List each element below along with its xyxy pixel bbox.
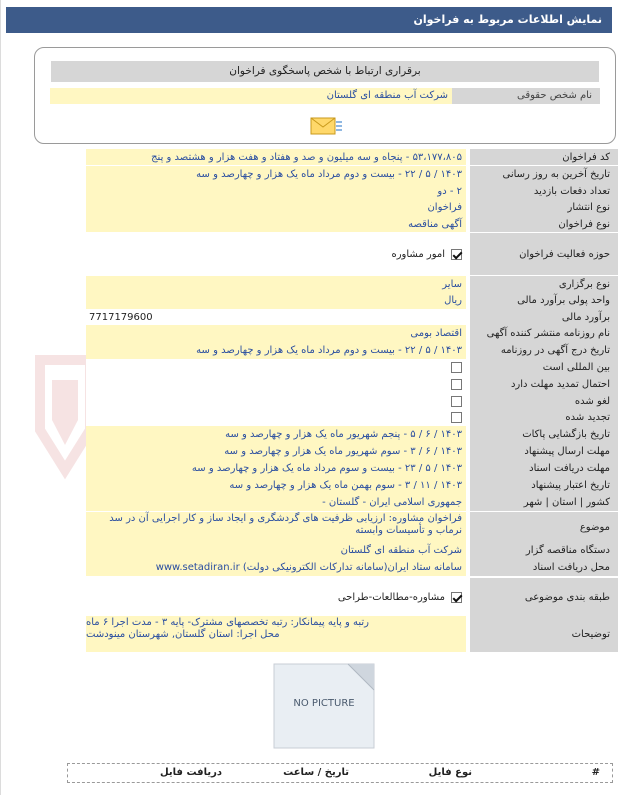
label-last-date: تاریخ آخرین به روز رسانی bbox=[470, 166, 618, 183]
label-subject: موضوع bbox=[470, 512, 618, 542]
label-open-date: تاریخ بازگشایی پاکات bbox=[470, 426, 618, 443]
label-notes: توضیحات bbox=[470, 616, 618, 652]
value-news-date: ۱۴۰۳ / ۵ / ۲۲ - بیست و دوم مرداد ماه یک هزار و چهارصد و سه bbox=[86, 342, 466, 359]
files-table-header bbox=[67, 763, 613, 783]
no-picture-image bbox=[268, 662, 382, 750]
label-activity: حوزه فعالیت فراخوان bbox=[470, 233, 618, 275]
contact-label: نام شخص حقوقی bbox=[452, 88, 600, 104]
value-doc-deadline: ۱۴۰۳ / ۵ / ۲۳ - بیست و سوم مرداد ماه یک هزار و چهارصد و سه bbox=[86, 460, 466, 477]
value-notes bbox=[86, 616, 466, 652]
extend-checkbox[interactable] bbox=[451, 379, 462, 390]
value-category: مشاوره-مطالعات-طراحی bbox=[337, 591, 445, 603]
label-estimate: برآورد مالی bbox=[470, 309, 618, 325]
label-visits: تعداد دفعات بازدید bbox=[470, 183, 618, 199]
label-location: کشور | استان | شهر bbox=[470, 494, 618, 511]
page-title: نمایش اطلاعات مربوط به فراخوان bbox=[6, 7, 612, 33]
label-newspaper: نام روزنامه منتشر کننده آگهی bbox=[470, 325, 618, 342]
label-code: کد فراخوان bbox=[470, 149, 618, 165]
value-currency: ریال bbox=[86, 292, 466, 309]
value-doc-place[interactable]: سامانه ستاد ایران(سامانه تدارکات الکترونیکی دولت) www.setadiran.ir bbox=[86, 559, 466, 576]
value-visits: ۲ - دو bbox=[86, 183, 466, 199]
label-organizer: دستگاه مناقصه گزار bbox=[470, 542, 618, 559]
value-location: جمهوری اسلامی ایران - گلستان - bbox=[86, 494, 466, 511]
renew-checkbox[interactable] bbox=[451, 412, 462, 423]
files-col-download: دریافت فایل bbox=[160, 767, 222, 778]
value-code: ۵۳،۱۷۷،۸۰۵ - پنجاه و سه میلیون و صد و هفتاد و هفت هزار و هشتصد و پنج bbox=[86, 149, 466, 165]
value-call-type: آگهی مناقصه bbox=[86, 216, 466, 232]
label-send-deadline: مهلت ارسال پیشنهاد bbox=[470, 443, 618, 460]
intl-checkbox[interactable] bbox=[451, 362, 462, 373]
value-validity: ۱۴۰۳ / ۱۱ / ۳ - سوم بهمن ماه یک هزار و چهارصد و سه bbox=[86, 477, 466, 494]
activity-checkbox[interactable] bbox=[451, 249, 462, 260]
files-col-num: # bbox=[591, 767, 600, 778]
value-subject: فراخوان مشاوره: ارزیابی ظرفیت های گردشگری و ایجاد ساز و کار اجرایی آن در سد نرماب و تأسیسات وابسته bbox=[86, 512, 466, 542]
label-doc-place: محل دریافت اسناد bbox=[470, 559, 618, 576]
value-estimate: 7717179600 bbox=[86, 309, 466, 325]
label-category: طبقه بندی موضوعی bbox=[470, 578, 618, 616]
files-col-type: نوع فایل bbox=[428, 767, 472, 778]
files-col-date: تاریخ / ساعت bbox=[283, 767, 349, 778]
value-activity: امور مشاوره bbox=[391, 248, 445, 260]
label-cancel: لغو شده bbox=[470, 393, 618, 409]
label-intl: بین المللی است bbox=[470, 359, 618, 376]
value-send-deadline: ۱۴۰۳ / ۶ / ۳ - سوم شهریور ماه یک هزار و چهارصد و سه bbox=[86, 443, 466, 460]
label-doc-deadline: مهلت دریافت اسناد bbox=[470, 460, 618, 477]
value-holding-type: سایر bbox=[86, 276, 466, 292]
no-picture-text: NO PICTURE bbox=[293, 698, 355, 709]
label-pub-type: نوع انتشار bbox=[470, 199, 618, 216]
envelope-icon[interactable] bbox=[309, 114, 343, 136]
value-open-date: ۱۴۰۳ / ۶ / ۵ - پنجم شهریور ماه یک هزار و چهارصد و سه bbox=[86, 426, 466, 443]
contact-heading: برقراری ارتباط با شخص پاسخگوی فراخوان bbox=[51, 61, 599, 82]
value-pub-type: فراخوان bbox=[86, 199, 466, 216]
contact-value: شرکت آب منطقه ای گلستان bbox=[50, 88, 452, 104]
notes-line-2: محل اجرا: استان گلستان, شهرستان مینودشت bbox=[86, 629, 280, 640]
notes-line-1: رتبه و پایه پیمانکار: رتبه تخصصهای مشترک- پایه ۳ - مدت اجرا ۶ ماه bbox=[86, 617, 369, 628]
category-checkbox[interactable] bbox=[451, 592, 462, 603]
contact-panel bbox=[34, 47, 616, 144]
label-holding-type: نوع برگزاری bbox=[470, 276, 618, 292]
label-news-date: تاریخ درج آگهی در روزنامه bbox=[470, 342, 618, 359]
cancel-checkbox[interactable] bbox=[451, 396, 462, 407]
value-newspaper: اقتصاد بومی bbox=[86, 325, 466, 342]
label-call-type: نوع فراخوان bbox=[470, 216, 618, 232]
value-organizer: شرکت آب منطقه ای گلستان bbox=[86, 542, 466, 559]
label-validity: تاریخ اعتبار پیشنهاد bbox=[470, 477, 618, 494]
value-last-date: ۱۴۰۳ / ۵ / ۲۲ - بیست و دوم مرداد ماه یک هزار و چهارصد و سه bbox=[86, 166, 466, 183]
label-renew: تجدید شده bbox=[470, 409, 618, 426]
label-extend: احتمال تمدید مهلت دارد bbox=[470, 376, 618, 393]
label-currency: واحد پولی برآورد مالی bbox=[470, 292, 618, 309]
